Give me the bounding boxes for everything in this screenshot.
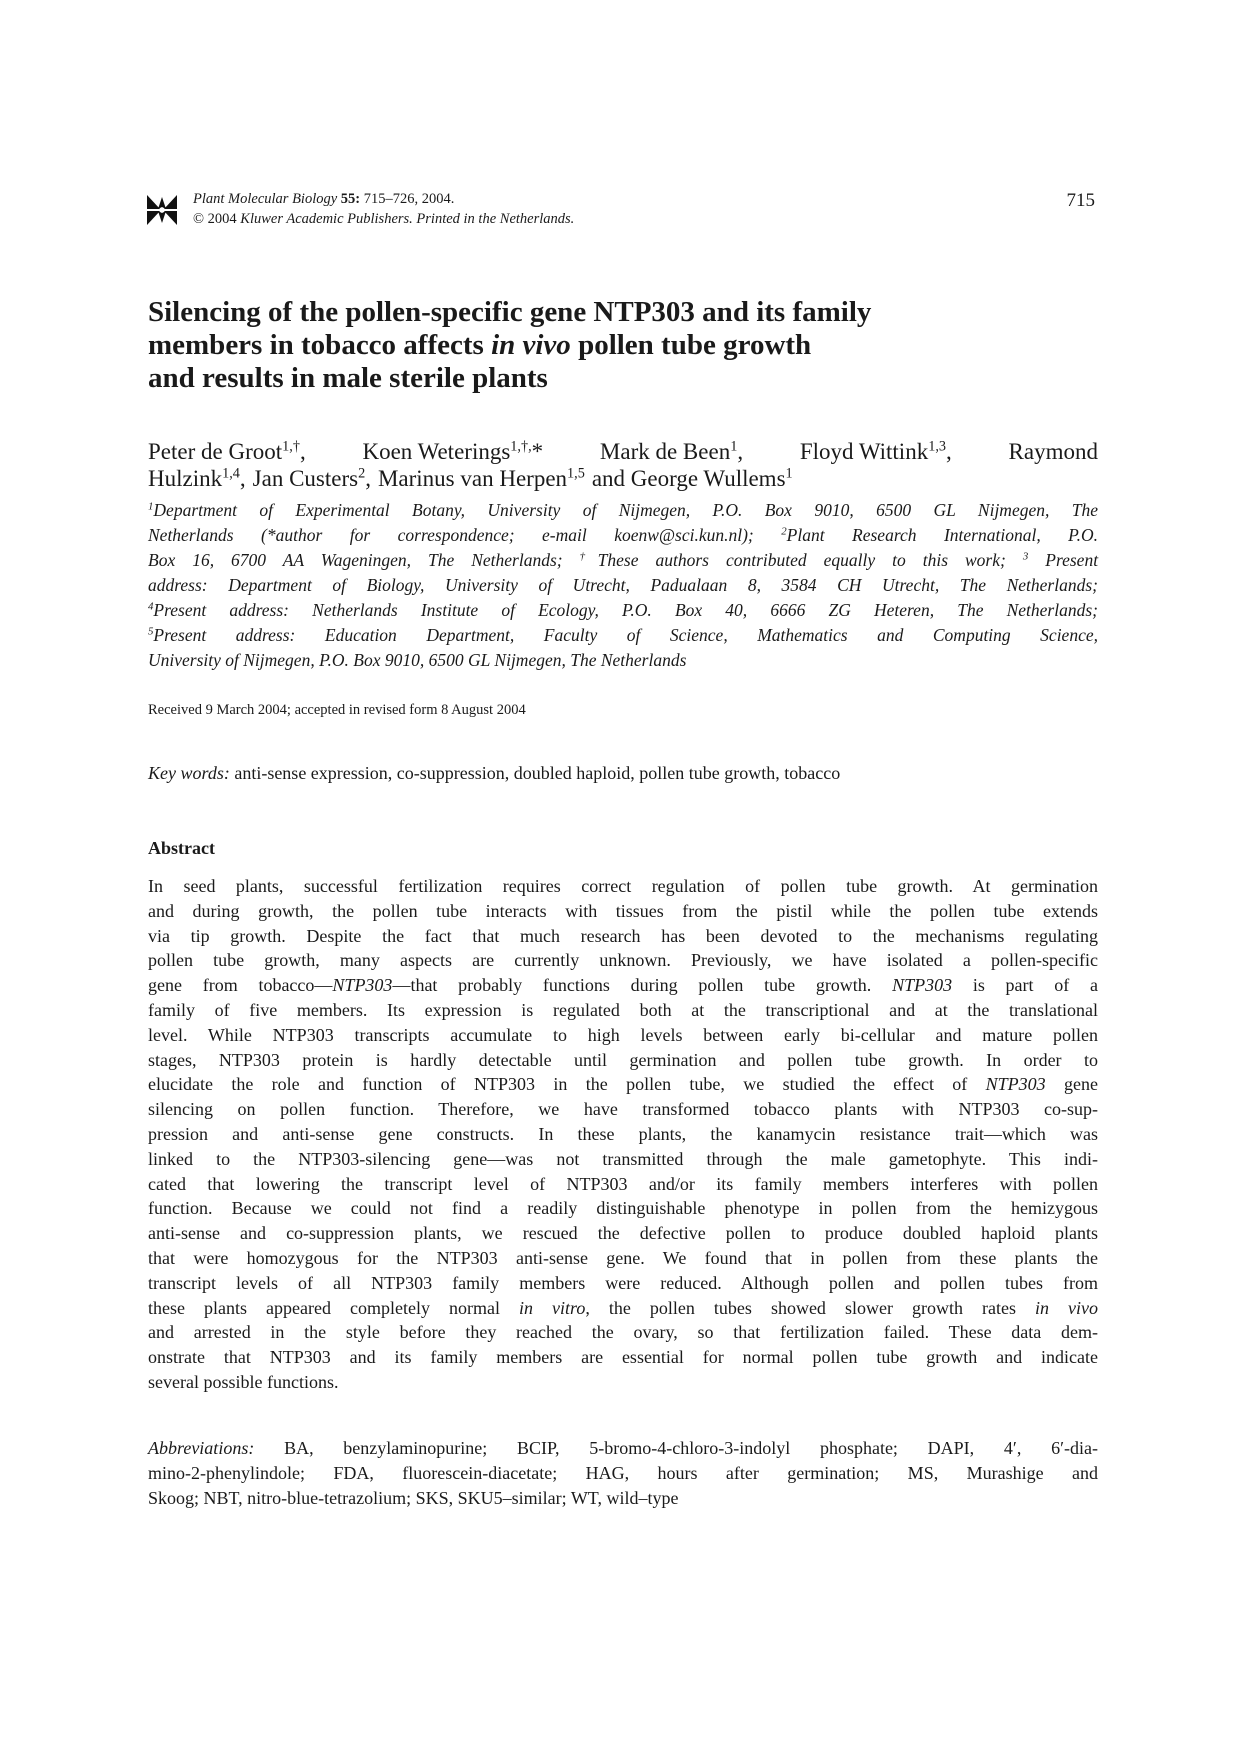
affiliation-text: Present address: Education Department, Faculty of Science, Mathematics and Computing Science, [153,625,1098,645]
author [600,438,743,465]
author-name: Floyd Wittink [799,439,929,464]
affiliation-line [148,498,1098,523]
title-line-2-tail: pollen tube growth [578,329,812,361]
abbreviations-text: BA, benzylaminopurine; BCIP, 5-bromo-4-chloro-3-indolyl phosphate; DAPI, 4′, 6′-dia- [284,1438,1099,1458]
affiliation-line [148,523,1098,548]
title-italic-phrase: in vivo [491,329,571,361]
italic-term: in vivo [1035,1297,1099,1318]
affiliation-text: Netherlands (*author for correspondence; e-mail koenw@sci.kun.nl); [148,525,754,545]
affiliation-text: These authors contributed equally to this work; [597,550,1006,570]
kluwer-logo-icon [145,193,179,227]
copyright-year: 2004 [207,211,237,227]
journal-volume: 55: [340,191,361,207]
author-name: Peter de Groot [148,439,283,464]
abstract-line: stages, NTP303 protein is hardly detectable until germination and pollen tube growth. In order to [148,1049,1098,1070]
affiliation-mark: † [579,550,598,563]
affiliation-text: Present address: Netherlands Institute of Ecology, P.O. Box 40, 6666 ZG Heteren, The Netherlands; [153,600,1098,620]
italic-term: NTP303 [985,1074,1046,1095]
affiliation-text: University of Nijmegen, P.O. Box 9010, 6500 GL Nijmegen, The Netherlands [148,650,687,670]
author [1009,438,1098,465]
author-affiliation-mark: 1,3 [928,438,947,455]
affiliation-text: Department of Experimental Botany, University of Nijmegen, P.O. Box 9010, 6500 GL Nijmegen, The [153,500,1098,520]
abbreviations-line [148,1436,1098,1461]
author [592,465,793,492]
abbreviations-label: Abbreviations: [148,1438,255,1458]
title-line: and results in male sterile plants [148,362,548,394]
author-name: and George Wullems [591,466,786,491]
title-line: Silencing of the pollen-specific gene NTP303 and its family [148,296,872,328]
abbreviations-line: Skoog; NBT, nitro-blue-tetrazolium; SKS, SKU5–similar; WT, wild–type [148,1488,679,1508]
author [800,438,952,465]
author-separator: , [946,439,952,464]
abbreviations [148,1436,1098,1511]
abstract-body [148,874,1098,1395]
received-dates: Received 9 March 2004; accepted in revised form 8 August 2004 [148,702,526,718]
affiliation-text: Present [1045,550,1099,570]
affiliation-line [148,648,1098,673]
author-separator: , [299,439,306,464]
author-name: Hulzink [148,466,223,491]
author [378,465,585,492]
author [253,465,371,492]
affiliation-mark: 5 [148,625,154,638]
affiliation-text: address: Department of Biology, University of Utrecht, Padualaan 8, 3584 CH Utrecht, The Netherlands; [148,575,1098,595]
affiliation-mark: 1 [148,500,154,513]
affiliation-text: Plant Research International, P.O. [786,525,1098,545]
author-name: Koen Weterings [362,439,511,464]
author-affiliation-mark: 2 [358,465,366,482]
author-affiliation-mark: 1,† [282,438,300,455]
author-affiliation-mark: 1 [730,438,738,455]
publisher: Kluwer Academic Publishers. Printed in the Netherlands. [240,211,575,227]
journal-name: Plant Molecular Biology [193,191,338,207]
author-separator: * [531,439,544,464]
abstract-line: level. While NTP303 transcripts accumulate to high levels between early bi-cellular and mature pollen [148,1024,1098,1045]
author-separator: , [365,466,371,491]
journal-citation [193,190,454,208]
affiliation-line [148,598,1098,623]
abstract-line: family of five members. Its expression is regulated both at the transcriptional and at the translational [148,999,1098,1020]
abstract-line: several possible functions. [148,1371,339,1392]
author-affiliation-mark: 1,4 [222,465,240,482]
affiliation-line [148,573,1098,598]
author-name: Jan Custers [252,466,359,491]
affiliation-mark: 3 [1022,550,1029,563]
abbreviations-line: mino-2-phenylindole; FDA, fluorescein-diacetate; HAG, hours after germination; MS, Murashige and [148,1463,1098,1483]
abstract-line: pression and anti-sense gene constructs. In these plants, the kanamycin resistance trait—which was [148,1123,1098,1144]
journal-pages-year: 715–726, 2004. [363,191,455,207]
italic-term: in vitro [519,1297,586,1318]
author-list [148,438,1098,492]
author-affiliation-mark: 1,†, [510,438,532,455]
abstract-heading: Abstract [148,838,215,858]
author-separator: , [737,439,744,464]
author-separator: , [239,466,246,491]
abstract-line: these plants appeared completely normal in vitro, the pollen tubes showed slower growth rates in vivo [148,1297,1099,1318]
page-number: 715 [1066,190,1095,211]
abstract-line: via tip growth. Despite the fact that much research has been devoted to the mechanisms regulating [148,925,1098,946]
author-name: Mark de Been [599,439,731,464]
article-title [148,296,1098,395]
journal-header [145,190,1095,230]
title-line [148,329,1098,362]
affiliation-text: Box 16, 6700 AA Wageningen, The Netherlands; [148,550,563,570]
author [148,438,306,465]
abstract-line: cated that lowering the transcript level of NTP303 and/or its family members interferes with pollen [148,1173,1098,1194]
abstract-line: onstrate that NTP303 and its family members are essential for normal pollen tube growth and indicate [148,1347,1098,1368]
abstract-line: that were homozygous for the NTP303 anti-sense gene. We found that in pollen from these plants the [148,1247,1098,1268]
abstract-line: linked to the NTP303-silencing gene—was not transmitted through the male gametophyte. This indi- [148,1148,1098,1169]
author-name: Raymond [1008,439,1098,464]
abstract-line: In seed plants, successful fertilization requires correct regulation of pollen tube growth. At germination [148,876,1098,896]
affiliation-line [148,548,1098,573]
author [148,465,246,492]
copyright-line [193,210,574,228]
author-affiliation-mark: 1 [785,465,793,482]
abstract-line: silencing on pollen function. Therefore, we have transformed tobacco plants with NTP303 co-sup- [148,1099,1098,1120]
author [362,438,543,465]
abstract-line: and during growth, the pollen tube interacts with tissues from the pistil while the pollen tube extends [148,900,1098,921]
affiliations [148,498,1098,673]
author-line-1 [148,438,1098,465]
abstract-line: pollen tube growth, many aspects are currently unknown. Previously, we have isolated a pollen-specific [148,950,1098,971]
keywords-label: Key words: [148,763,230,783]
affiliation-mark: 4 [148,600,154,613]
author-affiliation-mark: 1,5 [567,465,585,482]
abstract-line: gene from tobacco—NTP303—that probably functions during pollen tube growth. NTP303 is part of a [148,975,1099,996]
keywords-text: anti-sense expression, co-suppression, doubled haploid, pollen tube growth, tobacco [234,763,841,783]
abstract-line: anti-sense and co-suppression plants, we rescued the defective pollen to produce doubled haploid plants [148,1223,1098,1244]
title-line-2-text: members in tobacco affects [148,329,484,361]
copyright-symbol: © [193,211,205,227]
author-name: Marinus van Herpen [377,466,568,491]
abstract-line: transcript levels of all NTP303 family members were reduced. Although pollen and pollen tubes from [148,1272,1098,1293]
affiliation-line [148,623,1098,648]
abstract-line: and arrested in the style before they reached the ovary, so that fertilization failed. These data dem- [148,1322,1098,1343]
italic-term: NTP303 [332,975,393,996]
italic-term: NTP303 [892,975,953,996]
affiliation-mark: 2 [781,525,787,538]
abstract-line: elucidate the role and function of NTP303 in the pollen tube, we studied the effect of NTP303 gene [148,1074,1099,1095]
author-line-2 [148,465,1098,492]
abstract-line: function. Because we could not find a readily distinguishable phenotype in pollen from the hemizygous [148,1198,1098,1219]
keywords [148,763,840,784]
